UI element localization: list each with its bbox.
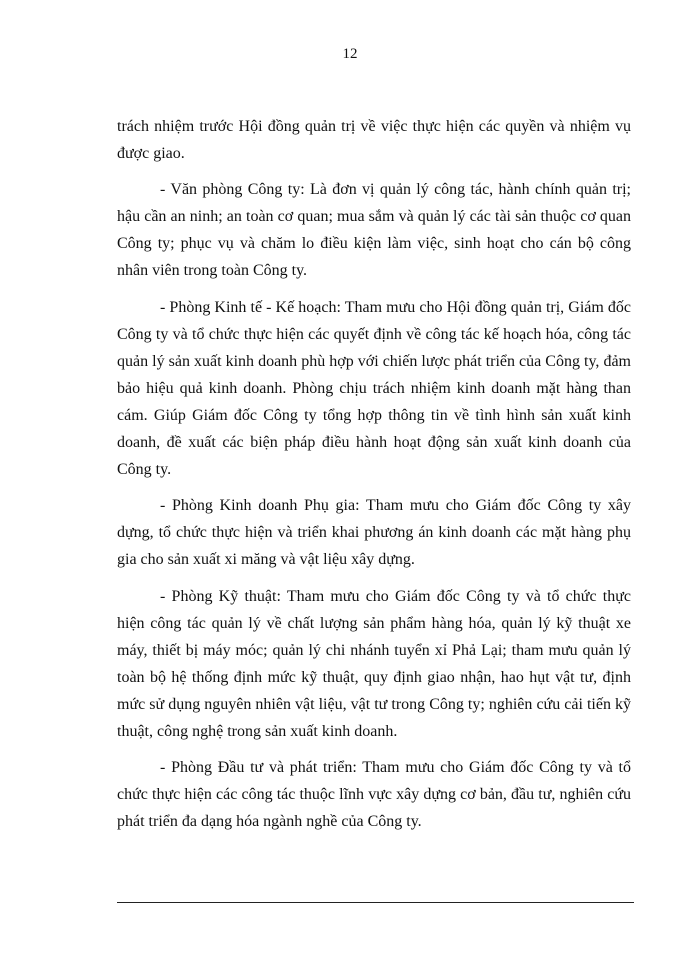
page-number: 12: [342, 46, 358, 62]
paragraph-office: - Văn phòng Công ty: Là đơn vị quản lý công tác, hành chính quản trị; hậu cần an ninh; an toàn cơ quan; mua sắm và quản lý các tài sản thuộc cơ quan Công ty; phục vụ và chăm lo điều kiện làm việc, sinh hoạt cho cán bộ công nhân viên trong toàn Công ty.: [117, 181, 631, 280]
paragraph-technical: - Phòng Kỹ thuật: Tham mưu cho Giám đốc Công ty và tổ chức thực hiện công tác quản lý về chất lượng sản phẩm hàng hóa, quản lý kỹ thuật xe máy, thiết bị máy móc; quản lý chi nhánh tuyển xỉ Phả Lại; tham mưu quản lý toàn bộ hệ thống định mức kỹ thuật, quy định giao nhận, hao hụt vật tư, định mức sử dụng nguyên nhiên vật liệu, vật tư trong Công ty; nghiên cứu cải tiến kỹ thuật, công nghệ trong sản xuất kinh doanh.: [117, 587, 631, 740]
paragraph-investment-development: - Phòng Đầu tư và phát triển: Tham mưu cho Giám đốc Công ty và tổ chức thực hiện các công tác thuộc lĩnh vực xây dựng cơ bản, đầu tư, nghiên cứu phát triển đa dạng hóa ngành nghề của Công ty.: [117, 759, 631, 831]
paragraph-economics-planning: - Phòng Kinh tế - Kế hoạch: Tham mưu cho Hội đồng quản trị, Giám đốc Công ty và tổ chức thực hiện các quyết định về công tác kế hoạch hóa, công tác quản lý sản xuất kinh doanh phù hợp với chiến lược phát triển của Công ty, đảm bảo hiệu quả kinh doanh. Phòng chịu trách nhiệm kinh doanh mặt hàng than cám. Giúp Giám đốc Công ty tổng hợp thông tin về tình hình sản xuất kinh doanh, đề xuất các biện pháp điều hành hoạt động sản xuất kinh doanh của Công ty.: [117, 298, 631, 479]
footer-divider: [117, 902, 634, 903]
paragraph-additives-business: - Phòng Kinh doanh Phụ gia: Tham mưu cho Giám đốc Công ty xây dựng, tổ chức thực hiện và triển khai phương án kinh doanh các mặt hàng phụ gia cho sản xuất xi măng và vật liệu xây dựng.: [117, 497, 631, 569]
paragraph-continuation: trách nhiệm trước Hội đồng quản trị về việc thực hiện các quyền và nhiệm vụ được giao.: [117, 118, 631, 163]
document-body: [117, 113, 631, 844]
